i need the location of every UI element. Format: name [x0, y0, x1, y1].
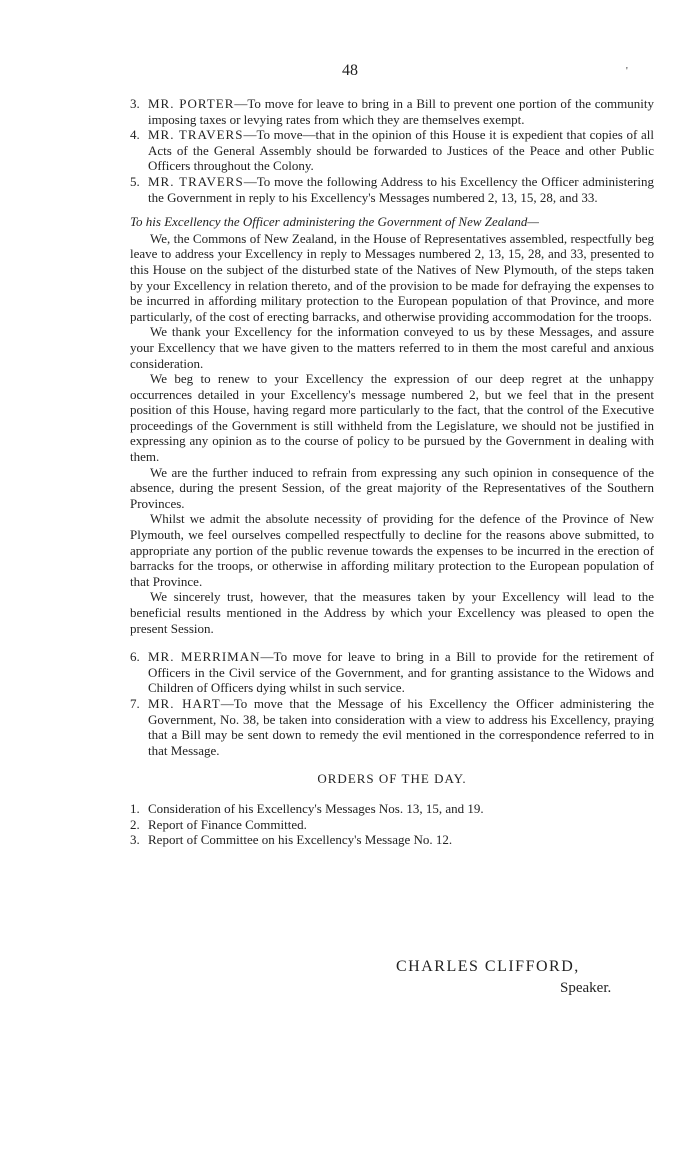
motion-number: 5. — [130, 173, 140, 189]
signature-role: Speaker. — [560, 980, 612, 996]
page-number: 48 — [342, 62, 358, 79]
order-text: Consideration of his Excellency's Messages Nos. 13, 15, and 19. — [148, 800, 484, 816]
motion-text: —To move that the Message of his Excellency the Officer administering the Government, No. 38, be taken into consideration with a view to address his Excellency, praying that a Bill may be sent down to remedy the evil mentioned in the correspondence referred to in that Message. — [148, 695, 654, 758]
motion-number: 6. — [130, 649, 140, 665]
address-paragraph: Whilst we admit the absolute necessity of providing for the defence of the Province of New Plymouth, we feel ourselves compelled respectfully to decline for the reasons above submitted, to appropriate any portion of the public revenue towards the expenses to be incurred in the erection of barracks for the troops, or otherwise in affording military protection to the European population of that Province. — [130, 511, 654, 589]
orders-heading: ORDERS OF THE DAY. — [317, 771, 467, 787]
motion-text: —To move for leave to bring in a Bill to prevent one portion of the community imposing taxes or levying rates from which they are themselves exempt. — [148, 96, 655, 127]
motion-text: —To move the following Address to his Excellency the Officer administering the Government in reply to his Excellency's Messages numbered 2, 13, 15, 28, and 33. — [148, 173, 654, 205]
motion-item — [130, 696, 654, 758]
document-body — [130, 96, 654, 848]
motions-bottom — [130, 649, 654, 758]
motion-mover: MR. TRAVERS — [148, 127, 244, 143]
motion-item — [130, 96, 654, 127]
motion-number: 7. — [130, 695, 140, 711]
address-paragraph: We beg to renew to your Excellency the expression of our deep regret at the unhappy occurrences detailed in your Excellency's message numbered 2, but we feel that in the present position of this House, having regard more particularly to the fact, that the control of the Executive proceedings of the Government is still withheld from the Legislature, we should not be justified in expressing any opinion as to the course of policy to be pursued by the Government in dealing with them. — [130, 371, 654, 465]
spacer — [130, 636, 654, 649]
order-number: 1. — [130, 800, 140, 816]
motion-item — [130, 649, 654, 696]
motion-item — [130, 174, 654, 205]
address-paragraph: We are the further induced to refrain from expressing any such opinion in consequence of the absence, during the present Session, of the great majority of the Representatives of the Southern Provinces. — [130, 464, 654, 511]
signature-name: CHARLES CLIFFORD, — [396, 958, 580, 975]
address-paragraph: We, the Commons of New Zealand, in the House of Representatives assembled, respectfully beg leave to address your Excellency in reply to Messages numbered 2, 13, 15, 28, and 33, presented to this House on the subject of the disturbed state of the Natives of New Plymouth, of the steps taken by your Excellency in relation thereto, and of the provision to be made for defraying the expenses to be incurred in affording military protection to the European population of that Province, and more particularly, of the cost of erecting barracks, and otherwise providing accommodation for the troops. — [130, 230, 654, 324]
address-paragraph: We thank your Excellency for the information conveyed to us by these Messages, and assure your Excellency that we have given to the matters referred to in them the most careful and anxious consideration. — [130, 324, 654, 371]
orders-list — [130, 801, 654, 848]
motion-text: —To move—that in the opinion of this House it is expedient that copies of all Acts of the General Assembly should be forwarded to Justices of the Peace and other Public Officers throughout the Colony. — [148, 127, 654, 174]
order-number: 2. — [130, 816, 140, 832]
order-number: 3. — [130, 832, 140, 848]
order-item — [130, 801, 654, 817]
address-paragraph: We sincerely trust, however, that the measures taken by your Excellency will lead to the beneficial results mentioned in the Address by which your Excellency was pleased to open the present Session. — [130, 589, 654, 636]
order-text: Report of Committee on his Excellency's Message No. 12. — [148, 832, 453, 848]
order-item — [130, 817, 654, 833]
address-heading: To his Excellency the Officer administering the Government of New Zealand— — [130, 214, 539, 230]
motions-top — [130, 96, 654, 205]
order-text: Report of Finance Committed. — [148, 816, 307, 832]
order-item — [130, 832, 654, 848]
motion-mover: MR. HART — [148, 695, 221, 711]
motion-number: 4. — [130, 127, 140, 143]
motion-number: 3. — [130, 96, 140, 111]
motion-mover: MR. MERRIMAN — [148, 649, 261, 665]
motion-mover: MR. TRAVERS — [148, 173, 244, 189]
address-body — [130, 231, 654, 636]
motion-mover: MR. PORTER — [148, 96, 235, 111]
motion-item — [130, 127, 654, 174]
corner-mark: ' — [626, 66, 628, 77]
motion-text: —To move for leave to bring in a Bill to provide for the retirement of Officers in the Civil service of the Government, and for granting assistance to the Widows and Children of Officers dying whilst in such service. — [148, 649, 654, 696]
